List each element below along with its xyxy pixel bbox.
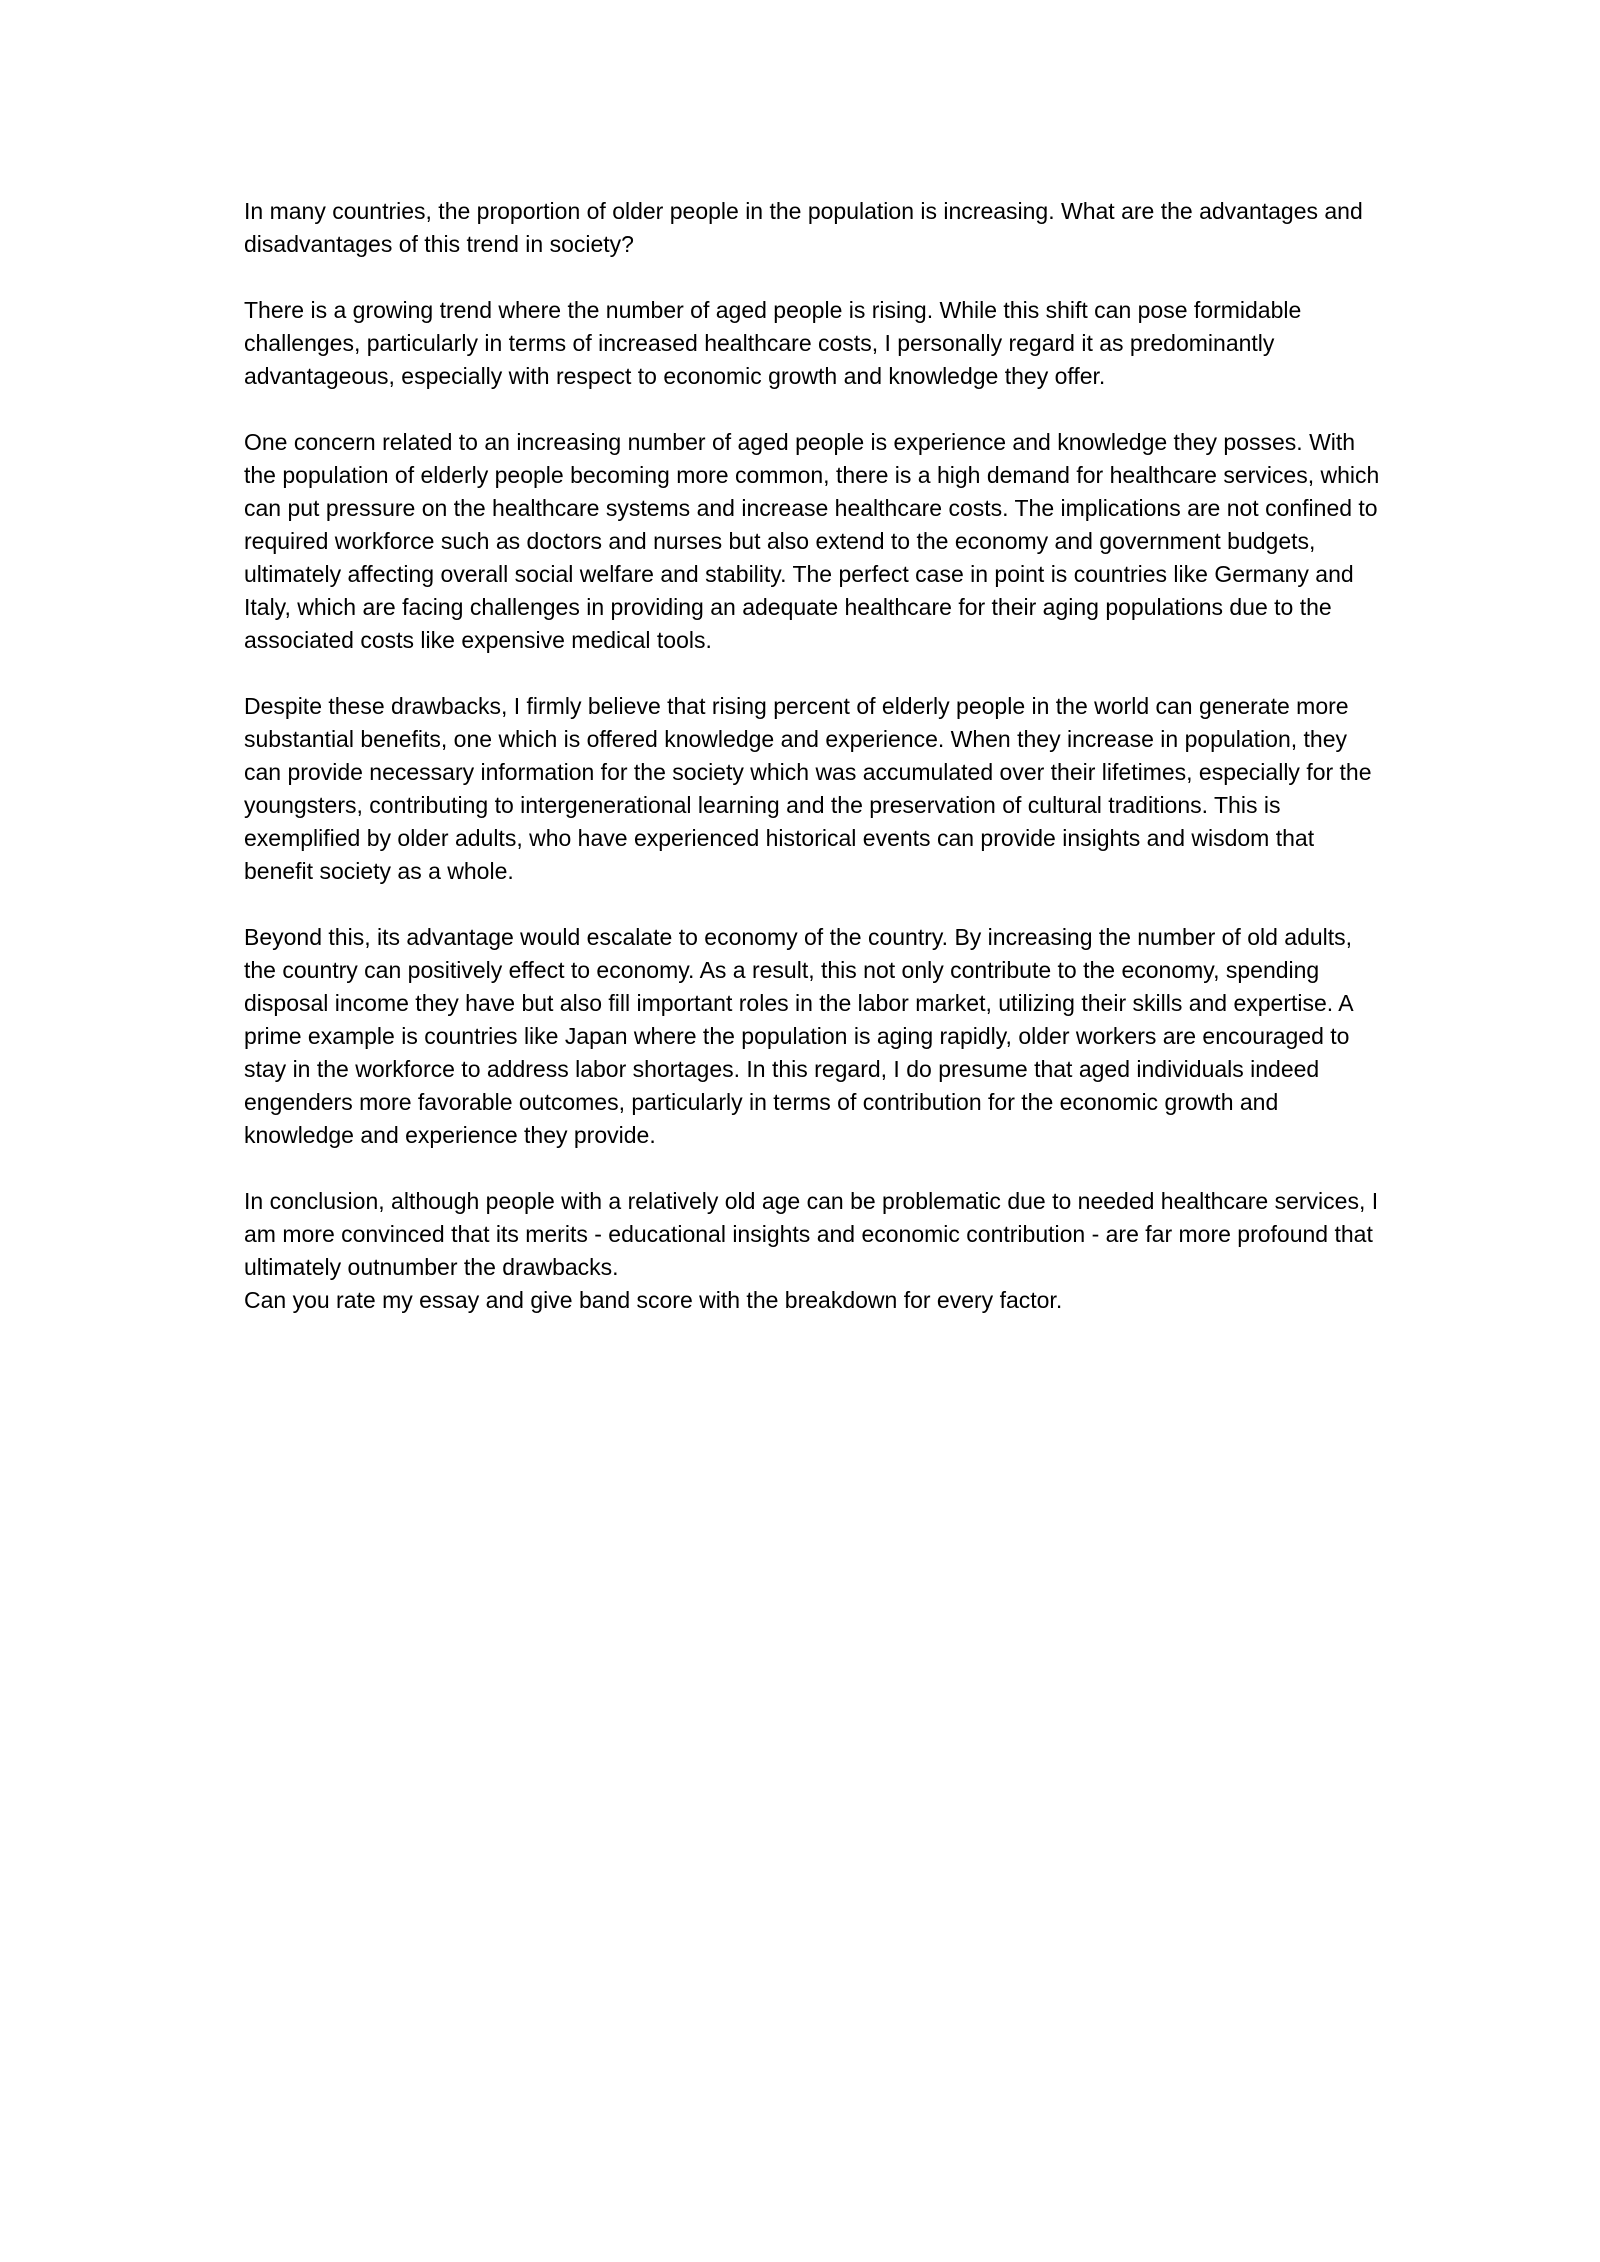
essay-conclusion: In conclusion, although people with a relatively old age can be problematic due to needed healthcare services, I am more convinced that its merits - educational insights and economic contribution - are far more profound that ultimately outnumber the drawbacks.: [244, 1188, 1379, 1280]
document-body: [244, 195, 1384, 1317]
rating-request: Can you rate my essay and give band score with the breakdown for every factor.: [244, 1287, 1063, 1313]
essay-introduction: There is a growing trend where the number of aged people is rising. While this shift can pose formidable challenges, particularly in terms of increased healthcare costs, I personally regard it as predominantly advantageous, especially with respect to economic growth and knowledge they offer.: [244, 297, 1302, 389]
essay-body-paragraph-1: One concern related to an increasing number of aged people is experience and knowledge they posses. With the population of elderly people becoming more common, there is a high demand for healthcare services, which can put pressure on the healthcare systems and increase healthcare costs. The implications are not confined to required workforce such as doctors and nurses but also extend to the economy and government budgets, ultimately affecting overall social welfare and stability. The perfect case in point is countries like Germany and Italy, which are facing challenges in providing an adequate healthcare for their aging populations due to the associated costs like expensive medical tools.: [244, 429, 1380, 653]
essay-body-paragraph-2: Despite these drawbacks, I firmly believe that rising percent of elderly people in the world can generate more substantial benefits, one which is offered knowledge and experience. When they increase in population, they can provide necessary information for the society which was accumulated over their lifetimes, especially for the youngsters, contributing to intergenerational learning and the preservation of cultural traditions. This is exemplified by older adults, who have experienced historical events can provide insights and wisdom that benefit society as a whole.: [244, 693, 1372, 884]
essay-prompt: In many countries, the proportion of older people in the population is increasing. What are the advantages and disadvantages of this trend in society?: [244, 198, 1363, 257]
essay-body-paragraph-3: Beyond this, its advantage would escalate to economy of the country. By increasing the number of old adults, the country can positively effect to economy. As a result, this not only contribute to the economy, spending disposal income they have but also fill important roles in the labor market, utilizing their skills and expertise. A prime example is countries like Japan where the population is aging rapidly, older workers are encouraged to stay in the workforce to address labor shortages. In this regard, I do presume that aged individuals indeed engenders more favorable outcomes, particularly in terms of contribution for the economic growth and knowledge and experience they provide.: [244, 924, 1353, 1148]
